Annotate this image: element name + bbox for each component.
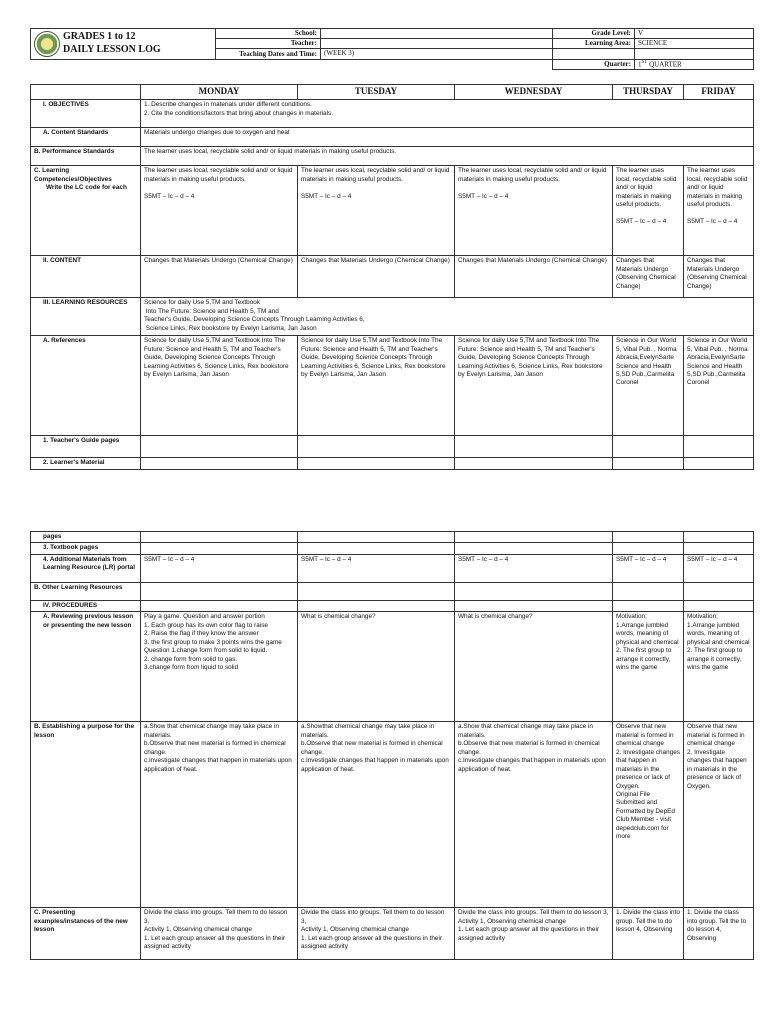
quarter-label: Quarter:: [553, 59, 635, 70]
grade-value: V: [635, 29, 754, 39]
teacher-label: Teacher:: [216, 39, 321, 49]
references-monday: Science for daily Use 5,TM and Textbook Into The Future: Science and Health 5, TM and Teacher's Guide, Developing Science Concepts Through Learning Activities 6, Science Links, Rex bookstore by Evelyn Larisma, Jan Jason: [141, 336, 298, 436]
references-friday: Science in Our World 5, Vibal Pub. , Norma Abracia,EvelynSarte Science and Health 5,SD Pub.,Carmelita Coronel: [684, 336, 754, 436]
learners-material-label: 2. Learner's Material: [31, 458, 141, 469]
day-thursday: THURSDAY: [613, 85, 684, 100]
header-table: [30, 28, 754, 70]
reviewing-tuesday: What is chemical change?: [298, 612, 455, 722]
content-standards-text: Materials undergo changes due to oxygen and heat: [141, 128, 754, 147]
additional-materials-friday: S5MT – Ic – d – 4: [684, 554, 754, 582]
header-brand: [31, 29, 216, 60]
reviewing-monday: Play a game. Question and answer portion 1. Each group has its own color flag to raise 2. Raise the flag if they know the answer 3. the first group to make 3 points wins the game Question 1.change form from solid to liquid. 2. change form from solid to gas. 3.change form from liquid to solid: [141, 612, 298, 722]
competencies-thursday: The learner uses local, recyclable solid and/ or liquid materials in making useful products. S5MT – Ic – d – 4: [613, 166, 684, 256]
day-friday: FRIDAY: [684, 85, 754, 100]
other-resources-label: B. Other Learning Resources: [31, 582, 141, 600]
purpose-wednesday: a.Show that chemical change may take place in materials. b.Observe that new material is formed in chemical change. c.Investigate changes that happen in materials upon application of heat.: [455, 722, 613, 908]
purpose-label: B. Establishing a purpose for the lesson: [31, 722, 141, 908]
presenting-wednesday: Divide the class into groups. Tell them to do lesson 3, Activity 1, Observing chemical change 1. Let each group answer all the questions in their assigned activity: [455, 908, 613, 960]
content-wednesday: Changes that Materials Undergo (Chemical Change): [455, 256, 613, 298]
competencies-monday: The learner uses local, recyclable solid and/ or liquid materials in making useful products. S5MT – Ic – d – 4: [141, 166, 298, 256]
lesson-table-page2: [30, 531, 754, 960]
competencies-label: C. Learning Competencies/Objectives Write the LC code for each: [31, 166, 141, 256]
performance-standards-label: B. Performance Standards: [31, 147, 141, 166]
performance-standards-text: The learner uses local, recyclable solid and/ or liquid materials in making useful products.: [141, 147, 754, 166]
competencies-wednesday: The learner uses local, recyclable solid and/ or liquid materials in making useful products. S5MT – Ic – d – 4: [455, 166, 613, 256]
teacher-value: [321, 39, 553, 49]
additional-materials-monday: S5MT – Ic – d – 4: [141, 554, 298, 582]
school-value: [321, 29, 553, 39]
brand-line-2: DAILY LESSON LOG: [63, 43, 161, 55]
content-standards-label: A. Content Standards: [31, 128, 141, 147]
objectives-label: I. OBJECTIVES: [31, 100, 141, 128]
page-two: [30, 531, 754, 960]
additional-materials-thursday: S5MT – Ic – d – 4: [613, 554, 684, 582]
school-label: School:: [216, 29, 321, 39]
area-value: SCIENCE: [635, 39, 754, 49]
competencies-friday: The learner uses local, recyclable solid and/ or liquid materials in making useful products. S5MT – Ic – d – 4: [684, 166, 754, 256]
deped-club-note: Original File Submitted and Formatted by DepEd Club Member - visit depedclub.com for more: [616, 790, 675, 841]
content-monday: Changes that Materials Undergo (Chemical Change): [141, 256, 298, 298]
references-label: A. References: [31, 336, 141, 436]
learning-resources-label: III. LEARNING RESOURCES: [31, 298, 141, 336]
competencies-tuesday: The learner uses local, recyclable solid and/ or liquid materials in making useful products. S5MT – Ic – d – 4: [298, 166, 455, 256]
day-monday: MONDAY: [141, 85, 298, 100]
reviewing-label: A. Reviewing previous lesson or presenting the new lesson: [31, 612, 141, 722]
purpose-friday: Observe that new material is formed in chemical change 2. Investigate changes that happen in materials in the presence or lack of Oxygen.: [684, 722, 754, 908]
quarter-value: 1ST QUARTER: [635, 59, 754, 70]
presenting-thursday: 1. Divide the class into group. Tell the to do lesson 4, Observing: [613, 908, 684, 960]
reviewing-friday: Motivation; 1.Arrange jumbled words, meaning of physical and chemical 2. The first group to arrange it correctly, wins the game: [684, 612, 754, 722]
brand-line-1: GRADES 1 to 12: [63, 31, 136, 43]
teachers-guide-label: 1. Teacher's Guide pages: [31, 436, 141, 458]
objectives-text: 1. Describe changes in materials under different conditions. 2. Cite the conditions/factors that bring about changes in materials.: [141, 100, 754, 128]
purpose-monday: a.Show that chemical change may take place in materials. b.Observe that new material is formed in chemical change. c.Investigate changes that happen in materials upon application of heat.: [141, 722, 298, 908]
grade-label: Grade Level:: [553, 29, 635, 39]
purpose-tuesday: a.Showthat chemical change may take place in materials. b.Observe that new material is formed in chemical change. c.Investigate changes that happen in materials upon application of heat.: [298, 722, 455, 908]
presenting-label: C. Presenting examples/instances of the new lesson: [31, 908, 141, 960]
reviewing-thursday: Motivation; 1.Arrange jumbled words, meaning of physical and chemical 2. The first group to arrange it correctly, wins the game: [613, 612, 684, 722]
learning-resources-text: Science for daily Use 5,TM and Textbook Into The Future: Science and Health 5, TM and Teacher's Guide, Developing Science Concepts Through Learning Activities 6, Science Links, Rex bookstore by Evelyn Larisma, Jan Jason: [141, 298, 754, 336]
area-label: Learning Area:: [553, 39, 635, 49]
pages-label: pages: [31, 532, 141, 543]
content-tuesday: Changes that Materials Undergo (Chemical Change): [298, 256, 455, 298]
additional-materials-tuesday: S5MT – Ic – d – 4: [298, 554, 455, 582]
references-wednesday: Science for daily Use 5,TM and Textbook Into The Future: Science and Health 5, TM and Teacher's Guide, Developing Science Concepts Through Learning Activities 6, Science Links, Rex bookstore by Evelyn Larisma, Jan Jason: [455, 336, 613, 436]
deped-seal-icon: [34, 31, 60, 57]
dates-label: Teaching Dates and Time:: [216, 49, 321, 59]
day-tuesday: TUESDAY: [298, 85, 455, 100]
additional-materials-label: 4. Additional Materials from Learning Resource (LR) portal: [31, 554, 141, 582]
presenting-friday: 1. Divide the class into group. Tell the to do lesson 4, Observing: [684, 908, 754, 960]
additional-materials-wednesday: S5MT – Ic – d – 4: [455, 554, 613, 582]
content-friday: Changes that Materials Undergo (Observing Chemical Change): [684, 256, 754, 298]
page-one: [30, 28, 754, 470]
content-label: II. CONTENT: [31, 256, 141, 298]
lesson-table-page1: [30, 84, 754, 469]
textbook-pages-label: 3. Textbook pages: [31, 543, 141, 554]
reviewing-wednesday: What is chemical change?: [455, 612, 613, 722]
dates-value: (WEEK 3): [321, 49, 553, 59]
presenting-tuesday: Divide the class into groups. Tell them to do lesson 3, Activity 1, Observing chemical change 1. Let each group answer all the questions in their assigned activity: [298, 908, 455, 960]
day-wednesday: WEDNESDAY: [455, 85, 613, 100]
purpose-thursday: Observe that new material is formed in chemical change 2. Investigate changes that happen in materials in the presence or lack of Oxygen. Original File Submitted and Formatted by DepEd Club Member - visit depedclub.com for more: [613, 722, 684, 908]
procedures-label: IV. PROCEDURES: [31, 600, 141, 611]
references-thursday: Science in Our World 5, Vibal Pub. , Norma Abracia,EvelynSarte Science and Health 5,SD Pub.,Carmelita Coronel: [613, 336, 684, 436]
content-thursday: Changes that Materials Undergo (Observing Chemical Change): [613, 256, 684, 298]
references-tuesday: Science for daily Use 5,TM and Textbook Into The Future: Science and Health 5, TM and Teacher's Guide, Developing Science Concepts Through Learning Activities 6, Science Links, Rex bookstore by Evelyn Larisma, Jan Jason: [298, 336, 455, 436]
presenting-monday: Divide the class into groups. Tell them to do lesson 3, Activity 1, Observing chemical change 1. Let each group answer all the questions in their assigned activity: [141, 908, 298, 960]
